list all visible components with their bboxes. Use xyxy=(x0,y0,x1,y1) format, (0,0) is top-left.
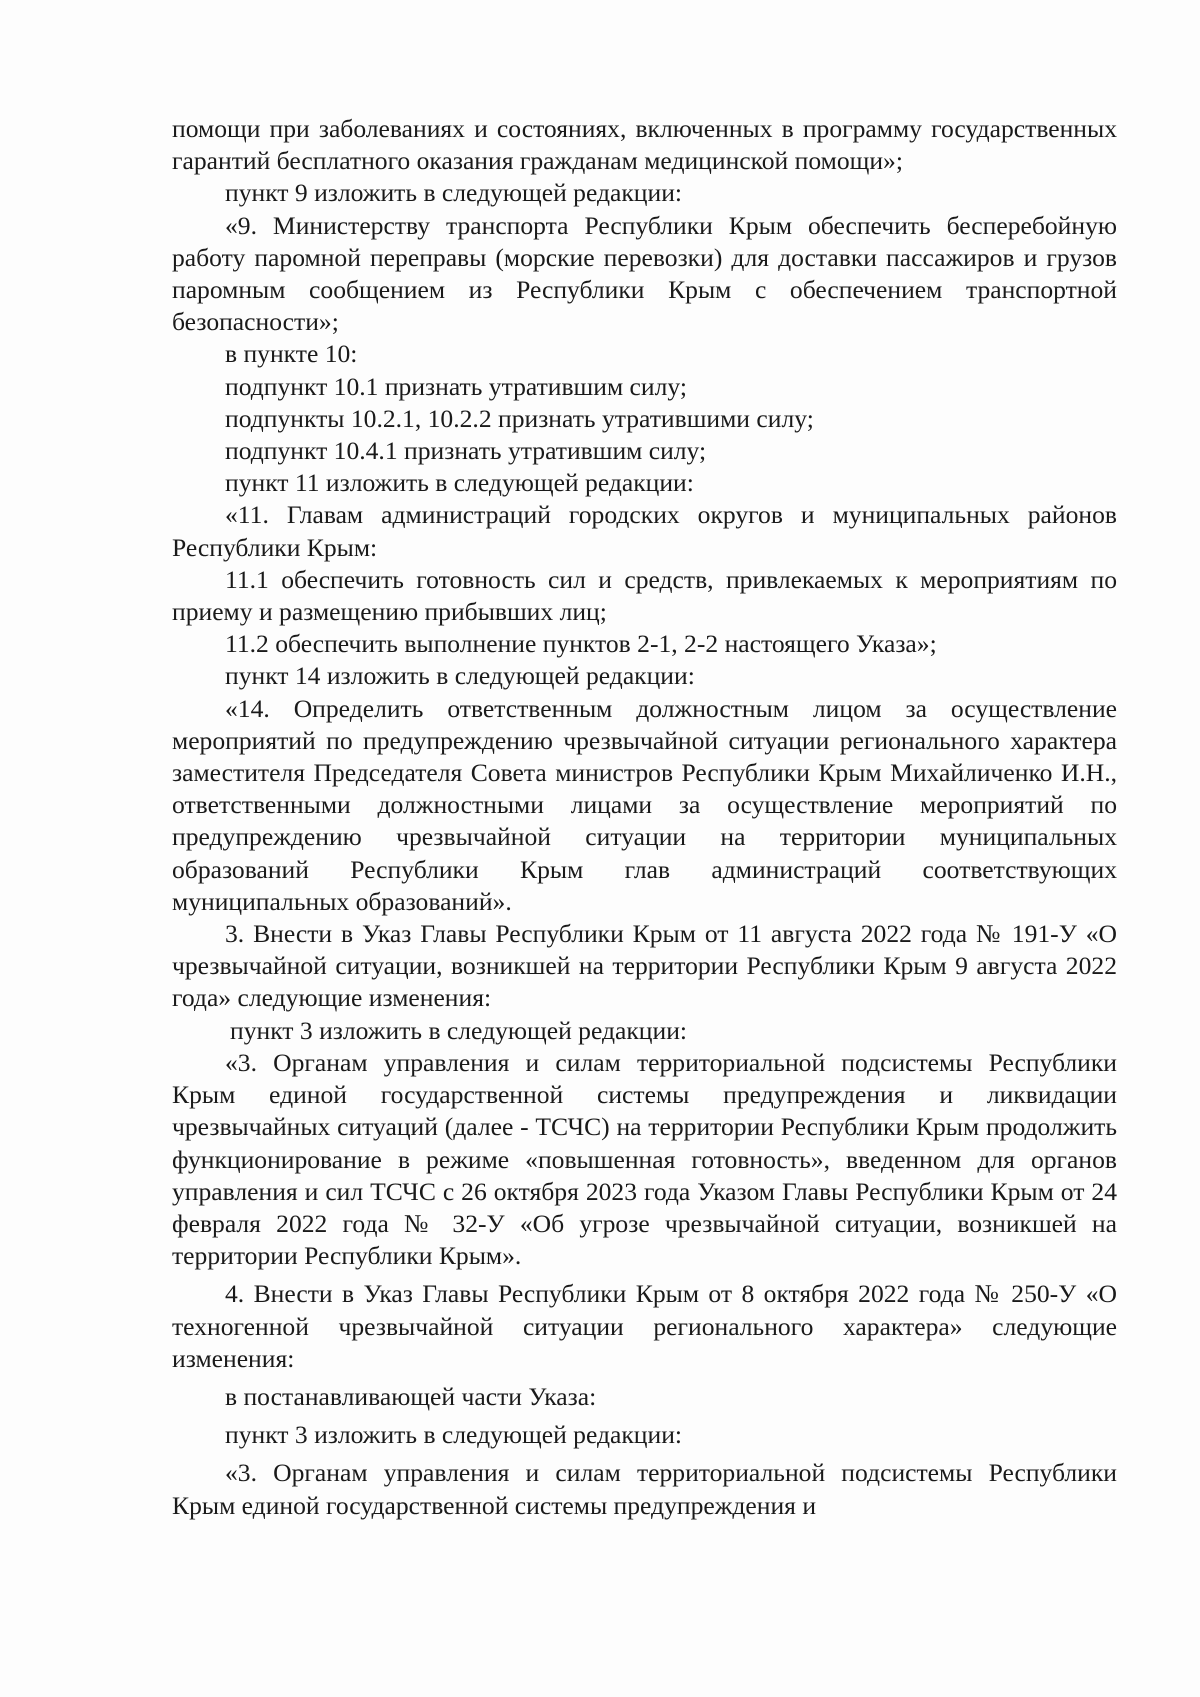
paragraph-11: 11.2 обеспечить выполнение пунктов 2-1, 2-2 настоящего Указа»; xyxy=(225,629,937,659)
paragraph-18: в постанавливающей части Указа: xyxy=(225,1381,597,1411)
document-text-body xyxy=(172,113,1117,1522)
paragraph-13: «14. Определить ответственным должностным лицом за осуществление мероприятий по предупреждению чрезвычайной ситуации регионального характера заместителя Председателя Совета министров Республики Крым Михайличенко И.Н., ответственными должностными лицами за осуществление мероприятий по предупреждению чрезвычайной ситуации на территории муниципальных образований Республики Крым глав администраций соответствующих муниципальных образований». xyxy=(172,693,1117,916)
paragraph-6: подпункты 10.2.1, 10.2.2 признать утратившими силу; xyxy=(225,403,814,433)
paragraph-8: пункт 11 изложить в следующей редакции: xyxy=(225,468,694,498)
paragraph-3: «9. Министерству транспорта Республики Крым обеспечить бесперебойную работу паромной переправы (морские перевозки) для доставки пассажиров и грузов паромным сообщением из Республики Крым с обеспечением транспортной безопасности»; xyxy=(172,210,1117,337)
paragraph-5: подпункт 10.1 признать утратившим силу; xyxy=(225,371,687,401)
paragraph-12: пункт 14 изложить в следующей редакции: xyxy=(225,661,695,691)
paragraph-2: пункт 9 изложить в следующей редакции: xyxy=(225,178,683,208)
paragraph-14: 3. Внести в Указ Главы Республики Крым от 11 августа 2022 года № 191-У «О чрезвычайной ситуации, возникшей на территории Республики Крым 9 августа 2022 года» следующие изменения: xyxy=(172,919,1117,1013)
paragraph-17: 4. Внести в Указ Главы Республики Крым от 8 октября 2022 года № 250-У «О техногенной чрезвычайной ситуации регионального характера» следующие изменения: xyxy=(172,1279,1117,1373)
paragraph-20: «3. Органам управления и силам территориальной подсистемы Республики Крым единой государственной системы предупреждения и xyxy=(172,1458,1117,1520)
paragraph-7: подпункт 10.4.1 признать утратившим силу; xyxy=(225,436,707,466)
paragraph-16: «3. Органам управления и силам территориальной подсистемы Республики Крым единой государственной системы предупреждения и ликвидации чрезвычайных ситуаций (далее - ТСЧС) на территории Республики Крым продолжить функционирование в режиме «повышенная готовность», введенном для органов управления и сил ТСЧС с 26 октября 2023 года Указом Главы Республики Крым от 24 февраля 2022 года № 32-У «Об угрозе чрезвычайной ситуации, возникшей на территории Республики Крым». xyxy=(172,1047,1117,1271)
paragraph-10: 11.1 обеспечить готовность сил и средств, привлекаемых к мероприятиям по приему и размещению прибывших лиц; xyxy=(172,564,1117,627)
paragraph-4: в пункте 10: xyxy=(225,339,358,369)
paragraph-9: «11. Главам администраций городских округов и муниципальных районов Республики Крым: xyxy=(172,500,1117,562)
paragraph-15: пункт 3 изложить в следующей редакции: xyxy=(230,1015,688,1045)
paragraph-19: пункт 3 изложить в следующей редакции: xyxy=(225,1420,683,1450)
paragraph-1: помощи при заболеваниях и состояниях, включенных в программу государственных гарантий бесплатного оказания гражданам медицинской помощи»; xyxy=(172,114,1117,176)
